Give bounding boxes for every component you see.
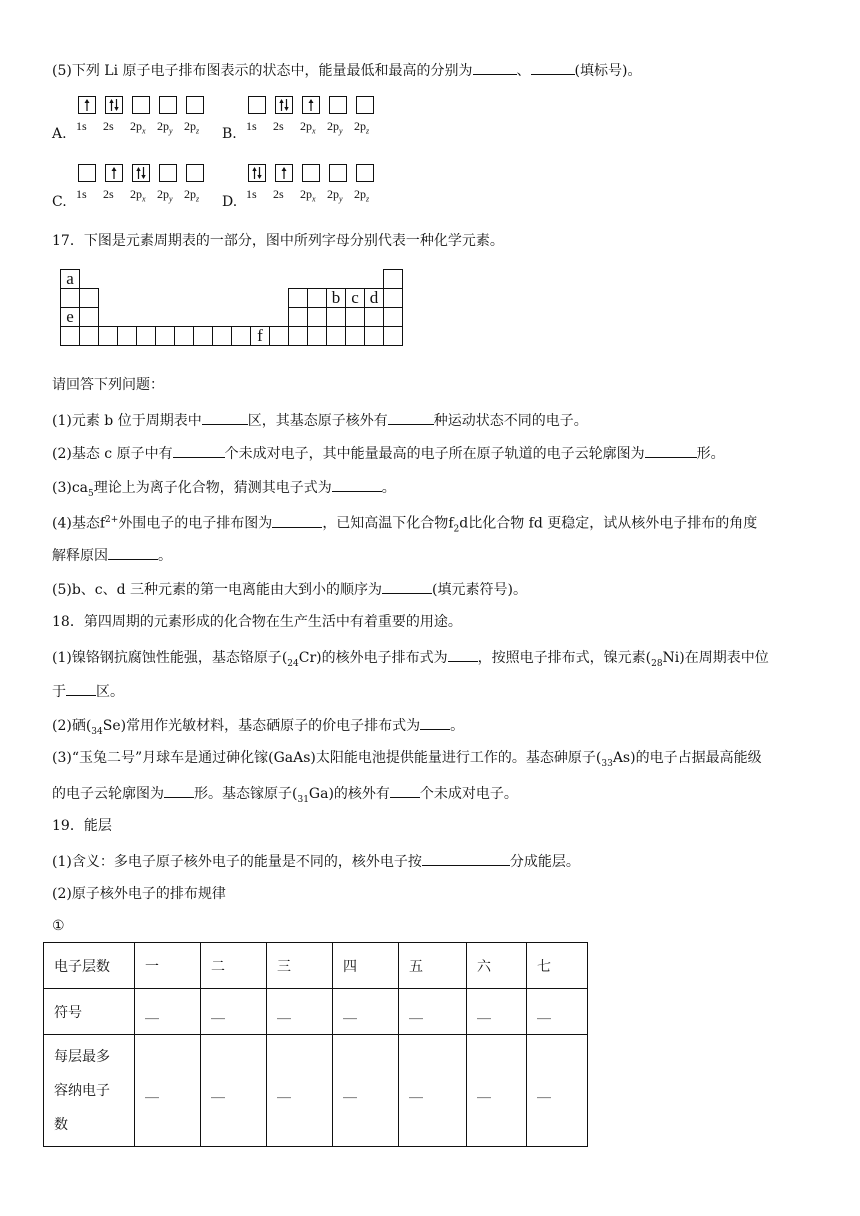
orbital-box	[356, 96, 374, 114]
periodic-cell: d	[364, 288, 384, 308]
periodic-cell	[174, 326, 194, 346]
option-letter: C.	[52, 194, 67, 210]
orbital-box	[302, 96, 320, 114]
table-header-cell: 一	[135, 943, 201, 989]
table-cell: 每层最多 容纳电子 数	[44, 1035, 135, 1147]
orbital-label: $2p_y$	[157, 119, 173, 136]
periodic-cell	[79, 326, 99, 346]
orbital-label: $2p_x$	[130, 187, 146, 204]
table-header-cell: 二	[201, 943, 267, 989]
orbital-label: 1s	[246, 187, 257, 201]
periodic-cell	[155, 326, 175, 346]
q18-intro: 18．第四周期的元素形成的化合物在生产生活中有着重要的用途。	[52, 614, 462, 630]
periodic-cell	[288, 326, 308, 346]
orbital-box	[159, 96, 177, 114]
periodic-cell	[383, 269, 403, 289]
periodic-cell	[231, 326, 251, 346]
table-cell: __	[467, 1035, 527, 1147]
orbital-box	[329, 96, 347, 114]
table-header-cell: 四	[333, 943, 399, 989]
q19-part2: (2)原子核外电子的排布规律	[52, 886, 226, 902]
periodic-cell	[288, 288, 308, 308]
q17-intro: 17．下图是元素周期表的一部分，图中所列字母分别代表一种化学元素。	[52, 233, 504, 249]
periodic-cell	[326, 326, 346, 346]
periodic-cell	[307, 288, 327, 308]
table-row	[44, 943, 588, 989]
q17-prompt: 请回答下列问题：	[52, 377, 164, 393]
periodic-cell	[98, 326, 118, 346]
table-row	[44, 989, 588, 1035]
table-cell: __	[333, 1035, 399, 1147]
orbital-label: $2p_z$	[184, 187, 200, 204]
periodic-cell	[345, 307, 365, 327]
periodic-cell	[269, 326, 289, 346]
q18-part1-cont: 于 区。	[52, 681, 124, 701]
periodic-cell	[288, 307, 308, 327]
option-letter: D.	[222, 194, 238, 210]
q17-part3: $(3)ca_5$理论上为离子化合物，猜测其电子式为 。	[52, 477, 396, 503]
orbital-label: $2p_z$	[184, 119, 200, 136]
periodic-cell	[307, 307, 327, 327]
q17-part4-cont: 解释原因 。	[52, 545, 172, 565]
periodic-cell: c	[345, 288, 365, 308]
table-cell: __	[201, 989, 267, 1035]
table-cell: __	[267, 1035, 333, 1147]
orbital-label: 2s	[103, 187, 114, 201]
orbital-box	[159, 164, 177, 182]
table-header-cell: 七	[527, 943, 588, 989]
periodic-cell	[79, 307, 99, 327]
periodic-cell	[117, 326, 137, 346]
orbital-label: $2p_x$	[300, 119, 316, 136]
q18-part3-cont: 的电子云轮廓图为 形。基态镓原子$(_{31}Ga)$的核外有 个未成对电子。	[52, 783, 518, 809]
orbital-box	[78, 164, 96, 182]
electron-shell-table	[43, 942, 588, 1147]
q19-title: 19．能层	[52, 818, 112, 834]
orbital-label: 1s	[246, 119, 257, 133]
table-cell: __	[467, 989, 527, 1035]
periodic-cell	[307, 326, 327, 346]
orbital-box	[248, 164, 266, 182]
q18-part1: (1)镍铬钢抗腐蚀性能强，基态铬原子$(_{24}Cr)$的核外电子排布式为 ，按照电子排布式，镍元素$(_{28}Ni)$在周期表中位	[52, 647, 769, 673]
option-letter: B.	[222, 126, 237, 142]
orbital-label: 2s	[103, 119, 114, 133]
q18-part3: (3)“玉兔二号”月球车是通过砷化镓(GaAs)太阳能电池提供能量进行工作的。基态砷原子$(_{33}As)$的电子占据最高能级	[52, 750, 762, 769]
table-cell: __	[201, 1035, 267, 1147]
periodic-cell	[345, 326, 365, 346]
table-header-cell: 六	[467, 943, 527, 989]
periodic-cell	[326, 307, 346, 327]
periodic-cell	[193, 326, 213, 346]
table-cell: __	[527, 989, 588, 1035]
orbital-box	[132, 164, 150, 182]
orbital-label: $2p_y$	[327, 187, 343, 204]
periodic-cell	[364, 307, 384, 327]
orbital-box	[132, 96, 150, 114]
orbital-box	[275, 164, 293, 182]
q17-part2: (2)基态 c 原子中有 个未成对电子，其中能量最高的电子所在原子轨道的电子云轮廓图为 形。	[52, 443, 725, 463]
orbital-box	[186, 96, 204, 114]
orbital-label: 2s	[273, 187, 284, 201]
periodic-cell	[60, 326, 80, 346]
q16-5-question: (5)下列 Li 原子电子排布图表示的状态中，能量最低和最高的分别为 、 (填标号)。	[52, 60, 641, 80]
periodic-cell	[383, 288, 403, 308]
orbital-label: 2s	[273, 119, 284, 133]
table-cell: 符号	[44, 989, 135, 1035]
orbital-label: 1s	[76, 119, 87, 133]
q18-part2: (2)硒$(_{34}Se)$常用作光敏材料，基态硒原子的价电子排布式为 。	[52, 715, 464, 741]
orbital-label: $2p_x$	[300, 187, 316, 204]
table-cell: __	[399, 989, 467, 1035]
periodic-cell: a	[60, 269, 80, 289]
q17-part4: (4)基态$f^{2+}$外围电子的电子排布图为 ，已知高温下化合物$f_2d$比化合物 fd 更稳定，试从核外电子排布的角度	[52, 511, 757, 538]
table-cell: __	[399, 1035, 467, 1147]
periodic-cell	[136, 326, 156, 346]
periodic-cell: f	[250, 326, 270, 346]
orbital-label: $2p_z$	[354, 119, 370, 136]
orbital-label: $2p_y$	[157, 187, 173, 204]
orbital-label: $2p_x$	[130, 119, 146, 136]
table-cell: __	[527, 1035, 588, 1147]
table-cell: __	[333, 989, 399, 1035]
orbital-box	[105, 164, 123, 182]
table-header-cell: 三	[267, 943, 333, 989]
table-row	[44, 1035, 588, 1147]
table-cell: __	[267, 989, 333, 1035]
q17-part5: (5)b、c、d 三种元素的第一电离能由大到小的顺序为 (填元素符号)。	[52, 579, 527, 599]
table-header-cell: 电子层数	[44, 943, 135, 989]
option-letter: A.	[52, 126, 67, 142]
q19-circle-marker: ①	[52, 918, 65, 934]
orbital-box	[248, 96, 266, 114]
table-cell: __	[135, 989, 201, 1035]
periodic-cell	[364, 326, 384, 346]
orbital-label: $2p_z$	[354, 187, 370, 204]
periodic-cell	[60, 288, 80, 308]
table-header-cell: 五	[399, 943, 467, 989]
periodic-cell	[383, 326, 403, 346]
orbital-box	[78, 96, 96, 114]
periodic-cell: b	[326, 288, 346, 308]
q19-part1: (1)含义：多电子原子核外电子的能量是不同的，核外电子按 分成能层。	[52, 851, 580, 871]
periodic-cell	[212, 326, 232, 346]
table-cell: __	[135, 1035, 201, 1147]
periodic-cell: e	[60, 307, 80, 327]
orbital-box	[356, 164, 374, 182]
periodic-cell	[383, 307, 403, 327]
periodic-cell	[79, 288, 99, 308]
orbital-box	[302, 164, 320, 182]
orbital-box	[275, 96, 293, 114]
orbital-box	[329, 164, 347, 182]
orbital-box	[186, 164, 204, 182]
orbital-label: 1s	[76, 187, 87, 201]
q17-part1: (1)元素 b 位于周期表中 区，其基态原子核外有 种运动状态不同的电子。	[52, 410, 588, 430]
orbital-label: $2p_y$	[327, 119, 343, 136]
orbital-box	[105, 96, 123, 114]
